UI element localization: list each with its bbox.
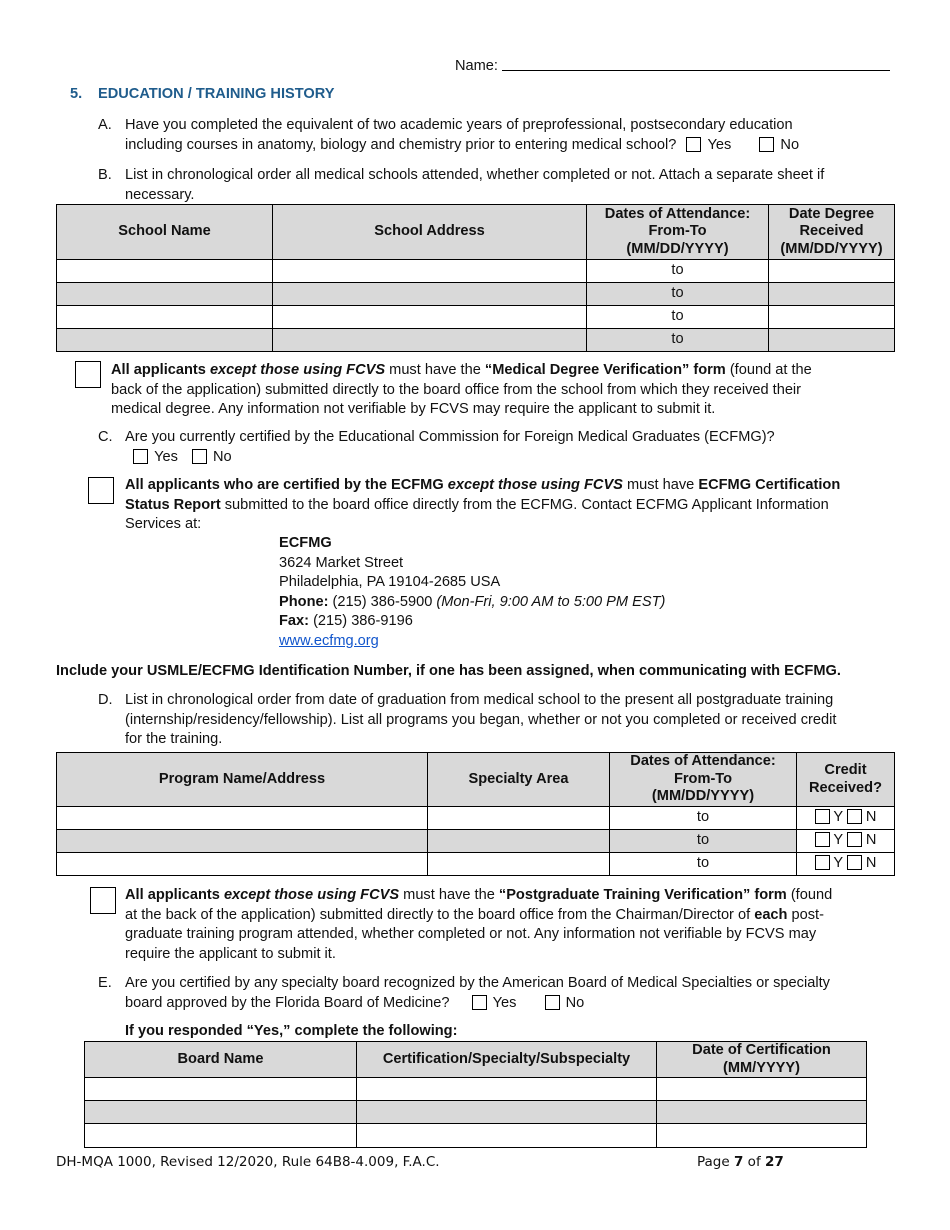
name-label: Name: [455,58,498,74]
cert-date-cell[interactable] [657,1124,867,1148]
table-row [57,306,895,329]
school-address-cell[interactable] [273,283,587,306]
credit-cell: Y N [797,807,895,830]
degree-date-cell[interactable] [769,283,895,306]
medical-school-table [56,204,895,352]
question-c-yes-label: Yes [154,448,178,465]
usmle-note: Include your USMLE/ECFMG Identification Number, if one has been assigned, when communicating with ECFMG. [56,663,841,679]
credit-no-checkbox[interactable] [847,809,862,824]
specialty-cell[interactable] [428,830,610,853]
col-program-name: Program Name/Address [57,753,428,807]
question-c-text: Are you currently certified by the Educational Commission for Foreign Medical Graduates (ECFMG)? Yes No [125,428,905,467]
program-name-cell[interactable] [57,830,428,853]
table-row [57,260,895,283]
credit-yes-checkbox[interactable] [815,855,830,870]
form-identifier: DH-MQA 1000, Revised 12/2020, Rule 64B8-4.009, F.A.C. [56,1154,440,1170]
name-field[interactable] [455,56,890,77]
col-school-name: School Name [57,205,273,260]
dates-cell[interactable]: to [587,306,769,329]
question-a-letter: A. [98,117,112,133]
question-b-text: List in chronological order all medical schools attended, whether completed or not. Attach a separate sheet if necessary. [125,167,825,203]
cert-date-cell[interactable] [657,1078,867,1101]
board-name-cell[interactable] [85,1124,357,1148]
table-row [85,1124,867,1148]
board-name-cell[interactable] [85,1078,357,1101]
table-row [57,283,895,306]
question-e-text: Are you certified by any specialty board recognized by the American Board of Medical Specialties or specialty board approved by the Florida Board of Medicine? Yes No [125,974,905,1013]
credit-cell: Y N [797,830,895,853]
table-row [57,807,895,830]
certification-cell[interactable] [357,1124,657,1148]
ecfmg-fax: Fax: (215) 386-9196 [279,613,413,629]
school-name-cell[interactable] [57,283,273,306]
dates-cell[interactable]: to [610,853,797,876]
table-row [85,1078,867,1101]
specialty-board-table [84,1041,867,1148]
ecfmg-status-report-checkbox[interactable] [88,477,114,504]
ecfmg-status-note: All applicants who are certified by the ECFMG except those using FCVS must have ECFMG Certification Status Report submitted to the board office directly from the ECFMG. Contact ECFMG Applicant Information Services at: [125,477,841,532]
col-school-address: School Address [273,205,587,260]
col-dates-attendance: Dates of Attendance: From-To (MM/DD/YYYY) [587,205,769,260]
credit-no-checkbox[interactable] [847,832,862,847]
question-a-yes-checkbox[interactable] [686,137,701,152]
question-e-letter: E. [98,975,112,991]
question-e-followup: If you responded “Yes,” complete the following: [125,1023,458,1039]
cert-date-cell[interactable] [657,1101,867,1124]
program-name-cell[interactable] [57,807,428,830]
table-row [57,853,895,876]
section-number: 5. [70,86,83,102]
certification-cell[interactable] [357,1078,657,1101]
board-name-cell[interactable] [85,1101,357,1124]
section-title: EDUCATION / TRAINING HISTORY [98,86,335,102]
dates-cell[interactable]: to [610,830,797,853]
question-e-yes-checkbox[interactable] [472,995,487,1010]
col-credit-received: Credit Received? [797,753,895,807]
question-a-no-checkbox[interactable] [759,137,774,152]
col-dates-attendance: Dates of Attendance: From-To (MM/DD/YYYY) [610,753,797,807]
school-name-cell[interactable] [57,306,273,329]
question-a-line2: including courses in anatomy, biology and chemistry prior to entering medical school? Yes No [125,136,905,156]
credit-cell: Y N [797,853,895,876]
specialty-cell[interactable] [428,853,610,876]
name-underline[interactable] [502,56,890,71]
school-name-cell[interactable] [57,329,273,352]
question-c-yes-checkbox[interactable] [133,449,148,464]
ecfmg-phone: Phone: (215) 386-5900 (Mon-Fri, 9:00 AM to 5:00 PM EST) [279,593,666,610]
question-c-no-label: No [213,448,232,465]
dates-cell[interactable]: to [587,283,769,306]
question-c-no-checkbox[interactable] [192,449,207,464]
ecfmg-city: Philadelphia, PA 19104-2685 USA [279,574,501,590]
col-date-degree: Date Degree Received (MM/DD/YYYY) [769,205,895,260]
section-heading [70,85,82,105]
program-name-cell[interactable] [57,853,428,876]
dates-cell[interactable]: to [610,807,797,830]
ecfmg-contact-block [279,534,665,651]
question-a-text [125,116,905,155]
postgraduate-training-table [56,752,895,876]
credit-no-checkbox[interactable] [847,855,862,870]
ecfmg-street: 3624 Market Street [279,554,404,571]
school-address-cell[interactable] [273,306,587,329]
question-a-line1: Have you completed the equivalent of two academic years of preprofessional, postsecondary education [125,117,793,133]
question-d-text: List in chronological order from date of graduation from medical school to the present all postgraduate training (internship/residency/fellowship). List all programs you began, whether or not you completed or received credit for the training. [125,692,837,747]
question-e-yes-label: Yes [492,994,517,1011]
table-row [57,830,895,853]
page-number: Page 7 of 27 [697,1154,784,1170]
question-e-no-checkbox[interactable] [545,995,560,1010]
table-row [85,1101,867,1124]
question-e-no-label: No [565,994,585,1011]
school-address-cell[interactable] [273,260,587,283]
ecfmg-website-link[interactable]: www.ecfmg.org [279,632,379,649]
ecfmg-name: ECFMG [279,535,332,551]
certification-cell[interactable] [357,1101,657,1124]
credit-yes-checkbox[interactable] [815,809,830,824]
specialty-cell[interactable] [428,807,610,830]
dates-cell[interactable]: to [587,329,769,352]
col-specialty-area: Specialty Area [428,753,610,807]
degree-date-cell[interactable] [769,329,895,352]
credit-yes-checkbox[interactable] [815,832,830,847]
degree-date-cell[interactable] [769,260,895,283]
col-certification: Certification/Specialty/Subspecialty [357,1042,657,1078]
question-a-yes-label: Yes [707,136,732,153]
postgraduate-verification-checkbox[interactable] [90,887,116,914]
degree-date-cell[interactable] [769,306,895,329]
question-a-no-label: No [780,136,800,153]
question-c-letter: C. [98,429,113,445]
question-d-letter: D. [98,692,113,708]
school-address-cell[interactable] [273,329,587,352]
medical-degree-verification-note: All applicants except those using FCVS must have the “Medical Degree Verification” form (found at the back of the application) submitted directly to the board office from the school from which they received their medical degree. Any information not verifiable by FCVS may require the applicant to submit it. [111,362,812,417]
school-name-cell[interactable] [57,260,273,283]
medical-degree-verification-checkbox[interactable] [75,361,101,388]
col-board-name: Board Name [85,1042,357,1078]
question-b-letter: B. [98,167,112,183]
postgraduate-verification-note: All applicants except those using FCVS must have the “Postgraduate Training Verification” form (found at the back of the application) submitted directly to the board office from the Chairman/Director of each post- graduate training program attended, whether completed or not. Any information not verifiable by FCVS may require the applicant to submit it. [125,887,833,962]
dates-cell[interactable]: to [587,260,769,283]
table-row [57,329,895,352]
col-date-certification: Date of Certification (MM/YYYY) [657,1042,867,1078]
